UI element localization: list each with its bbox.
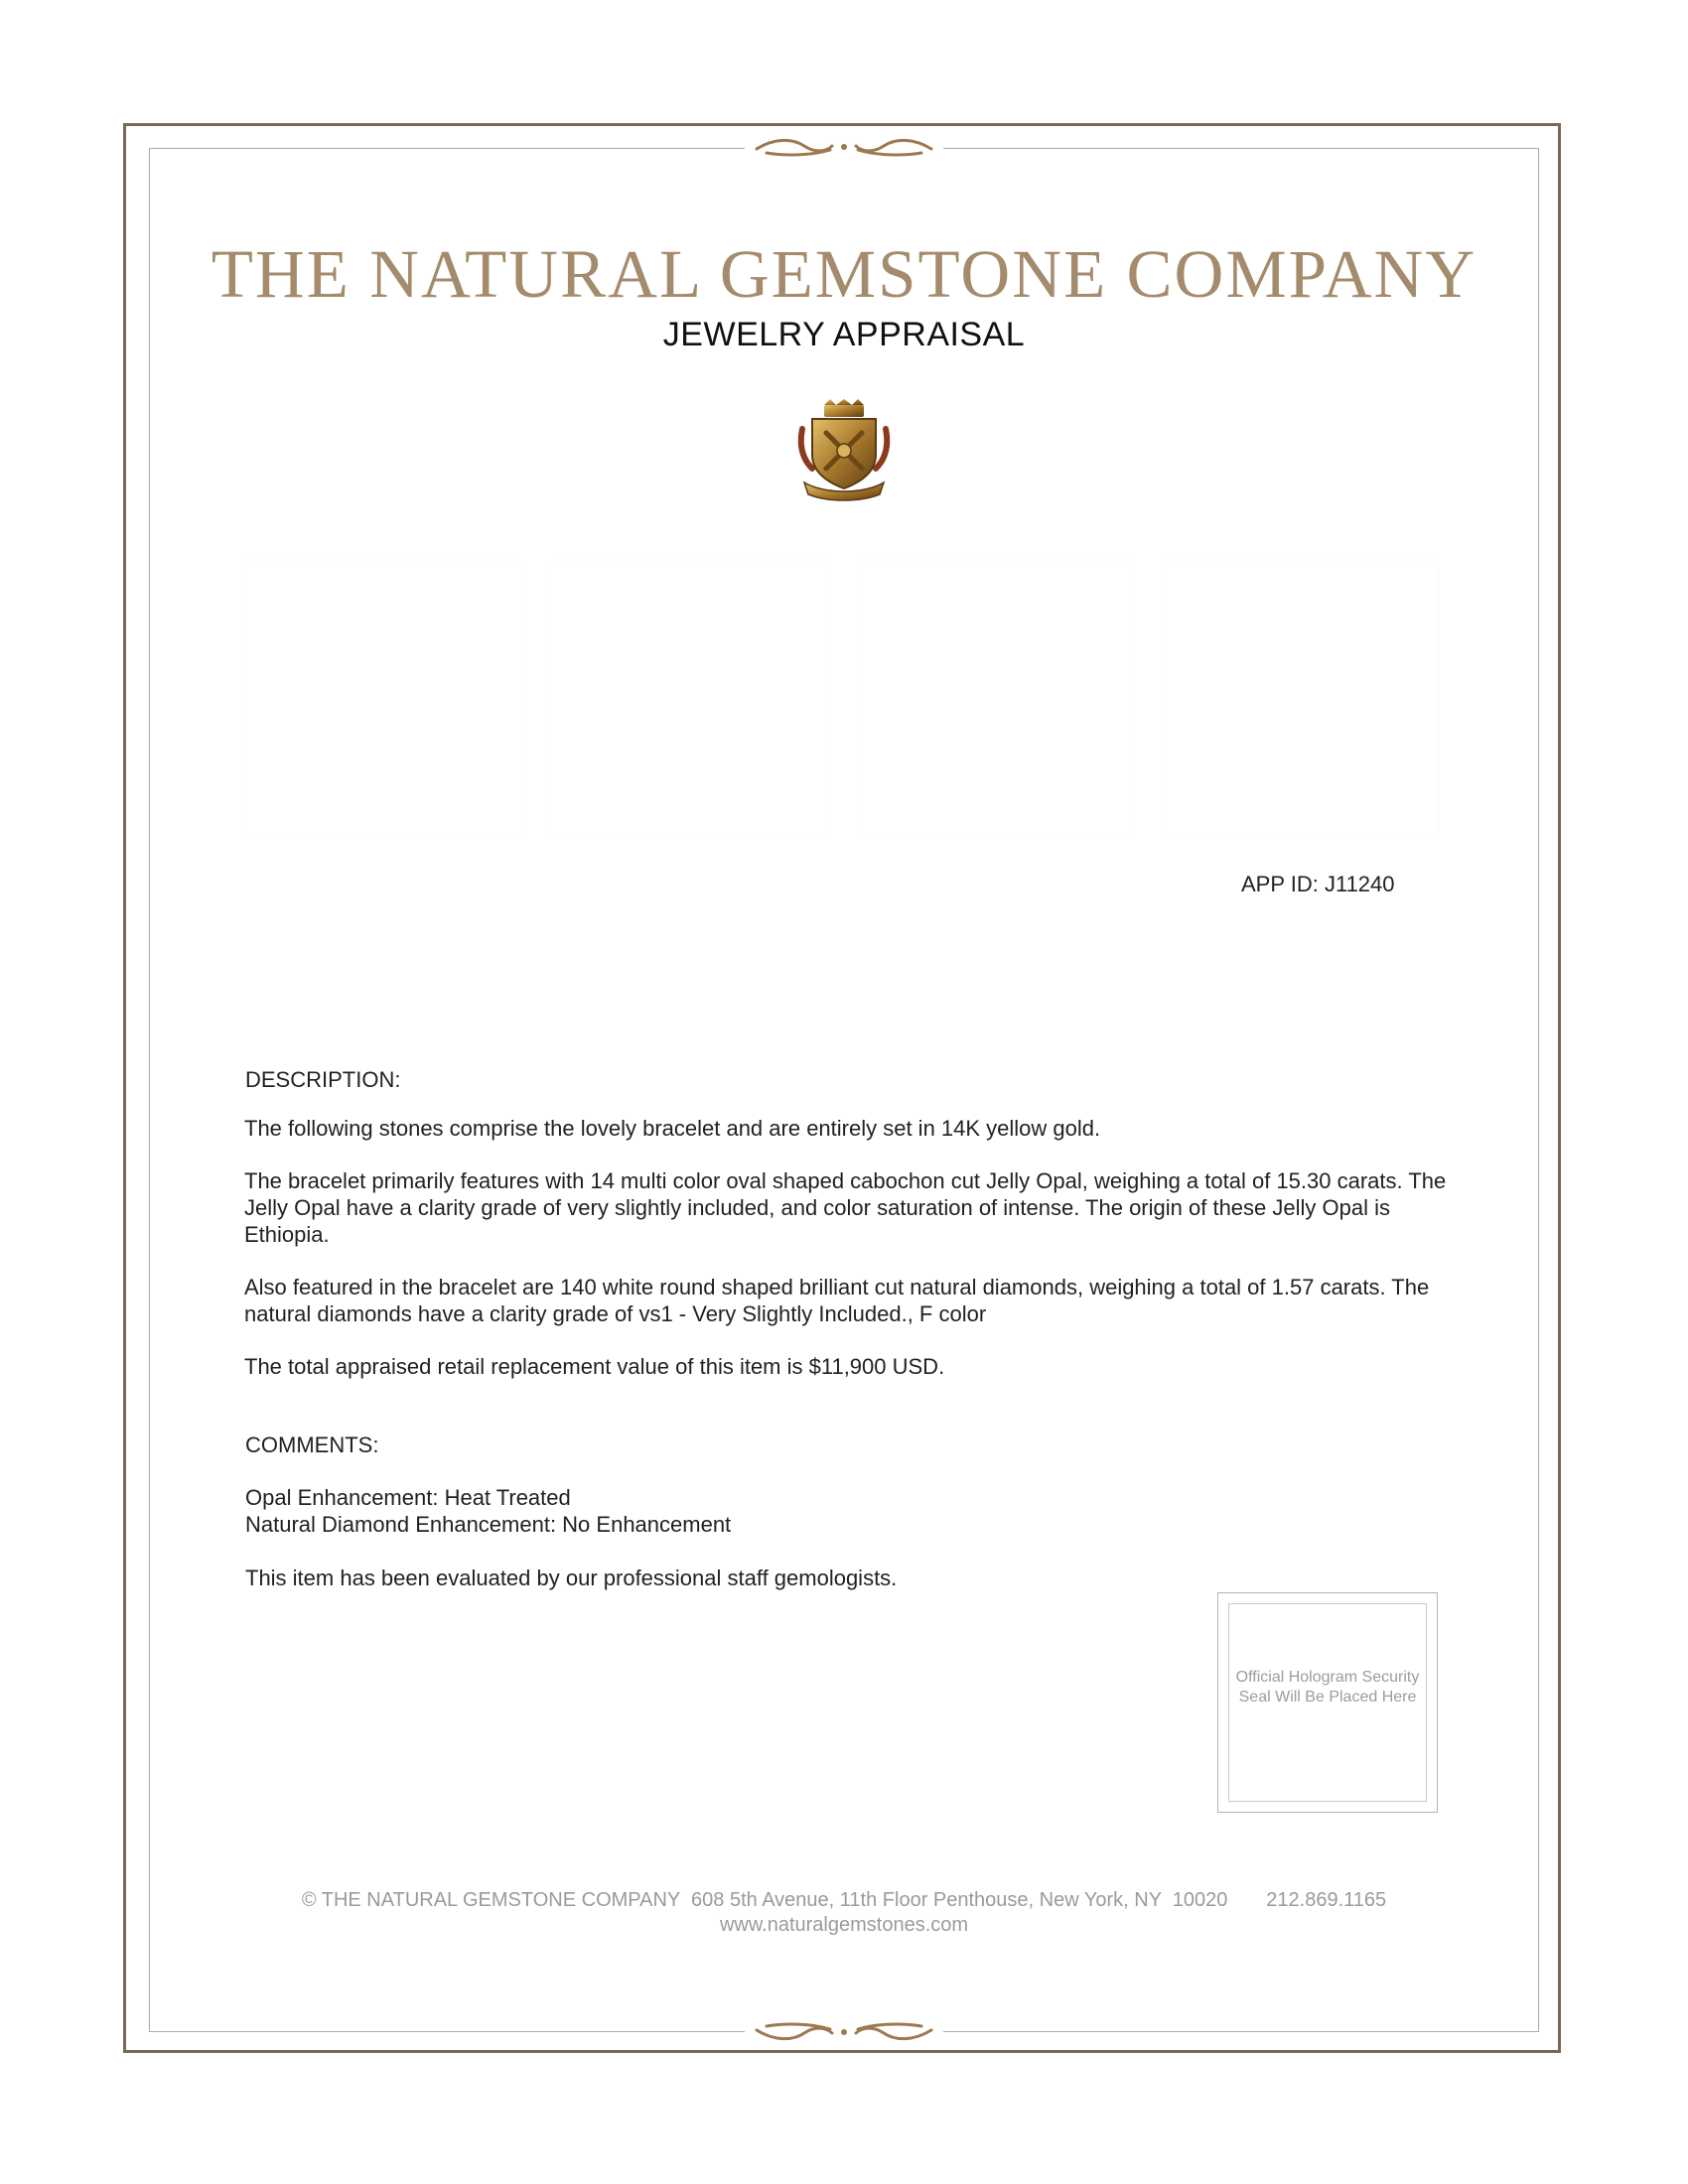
appraised-value-statement: The total appraised retail replacement value of this item is $11,900 USD. bbox=[244, 1354, 945, 1379]
document-title: JEWELRY APPRAISAL bbox=[662, 316, 1026, 353]
company-name: THE NATURAL GEMSTONE COMPANY bbox=[211, 236, 1477, 312]
evaluation-note: This item has been evaluated by our professional staff gemologists. bbox=[245, 1566, 898, 1590]
description-paragraph: Also featured in the bracelet are 140 white round shaped brilliant cut natural diamonds, weighing a total of 1.57 carats. The natural diamonds have a clarity grade of vs1 - Very Slightly Included., F color bbox=[244, 1275, 1430, 1326]
footer-address: © THE NATURAL GEMSTONE COMPANY 608 5th Avenue, 11th Floor Penthouse, New York, NY 10020 212.869.1165 bbox=[301, 1889, 1387, 1911]
item-photo-2 bbox=[552, 561, 826, 835]
description-paragraph: The bracelet primarily features with 14 multi color oval shaped cabochon cut Jelly Opal, weighing a total of 15.30 carats. The Jelly Opal have a clarity grade of very slightly included, and color saturation of intense. The origin of these Jelly Opal is Ethiopia. bbox=[244, 1168, 1447, 1247]
hologram-placeholder-text: Official Hologram Security Seal Will Be Placed Here bbox=[1235, 1669, 1420, 1706]
description-paragraph: The following stones comprise the lovely bracelet and are entirely set in 14K yellow gold. bbox=[244, 1116, 1101, 1141]
hologram-seal-placeholder bbox=[1217, 1592, 1438, 1813]
top-flourish-ornament bbox=[745, 132, 943, 162]
item-photo-4 bbox=[1164, 561, 1438, 835]
comment-line: Natural Diamond Enhancement: No Enhancement bbox=[245, 1512, 732, 1537]
item-photo-1 bbox=[246, 561, 520, 835]
comments-heading: COMMENTS: bbox=[245, 1433, 379, 1457]
description-heading: DESCRIPTION: bbox=[245, 1067, 401, 1092]
company-crest-logo bbox=[796, 399, 892, 502]
appraisal-id: APP ID: J11240 bbox=[1241, 872, 1395, 896]
item-photo-3 bbox=[858, 561, 1132, 835]
bottom-flourish-ornament bbox=[745, 2017, 943, 2047]
comment-line: Opal Enhancement: Heat Treated bbox=[245, 1485, 571, 1510]
footer-website: www.naturalgemstones.com bbox=[719, 1914, 969, 1936]
